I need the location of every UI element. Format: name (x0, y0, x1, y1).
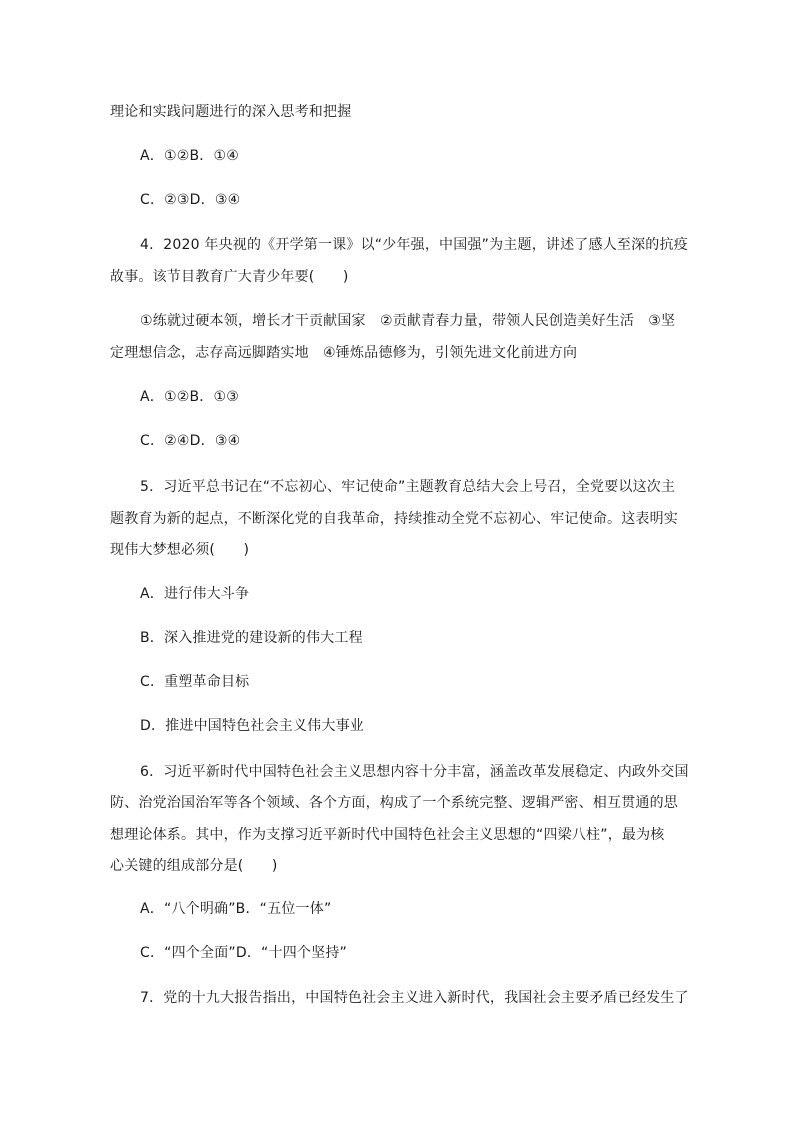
q5-stem-line-1: 5．习近平总书记在“不忘初心、牢记使命”主题教育总结大会上号召，全党要以这次主 (140, 479, 676, 495)
q4-stem-line-1: 4．2020 年央视的《开学第一课》以“少年强，中国强”为主题，讲述了感人至深的抗疫 (140, 237, 688, 253)
q7-stem-line-1: 7．党的十九大报告指出，中国特色社会主义进入新时代，我国社会主要矛盾已经发生了 (140, 990, 689, 1006)
q5-option-b: B．深入推进党的建设新的伟大工程 (140, 630, 363, 646)
q6-stem-line-2: 防、治党治国治军等各个领域、各个方面，构成了一个系统完整、逻辑严密、相互贯通的思 (110, 795, 678, 811)
q4-statements-line-1: ①练就过硬本领，增长才干贡献国家 ②贡献青春力量，带领人民创造美好生活 ③坚 (140, 313, 676, 329)
q4-statements-line-2: 定理想信念，志存高远脚踏实地 ④锤炼品德修为，引领先进文化前进方向 (110, 345, 578, 361)
q4-options-ab: A．①②B．①③ (140, 389, 239, 405)
q6-stem-line-1: 6．习近平新时代中国特色社会主义思想内容十分丰富，涵盖改革发展稳定、内政外交国 (140, 764, 689, 780)
q4-options-cd: C．②④D．③④ (140, 433, 241, 449)
q5-option-d: D．推进中国特色社会主义伟大事业 (140, 718, 364, 734)
q3-options-cd: C．②③D．③④ (140, 192, 241, 208)
q5-option-c: C．重塑革命目标 (140, 674, 250, 690)
q4-stem-line-2: 故事。该节目教育广大青少年要( ) (110, 269, 349, 285)
q3-options-ab: A．①②B．①④ (140, 148, 239, 164)
q5-stem-line-3: 现伟大梦想必须( ) (110, 542, 250, 558)
q6-options-ab: A．“八个明确”B．“五位一体” (140, 901, 332, 917)
q6-stem-line-4: 心关键的组成部分是( ) (110, 858, 278, 874)
q3-stem-continuation: 理论和实践问题进行的深入思考和把握 (110, 104, 352, 120)
q6-stem-line-3: 想理论体系。其中，作为支撑习近平新时代中国特色社会主义思想的“四梁八柱”，最为核 (110, 827, 665, 843)
q5-option-a: A．进行伟大斗争 (140, 586, 250, 602)
q5-stem-line-2: 题教育为新的起点，不断深化党的自我革命，持续推动全党不忘初心、牢记使命。这表明实 (110, 511, 678, 527)
q6-options-cd: C．“四个全面”D．“十四个坚持” (140, 945, 347, 961)
